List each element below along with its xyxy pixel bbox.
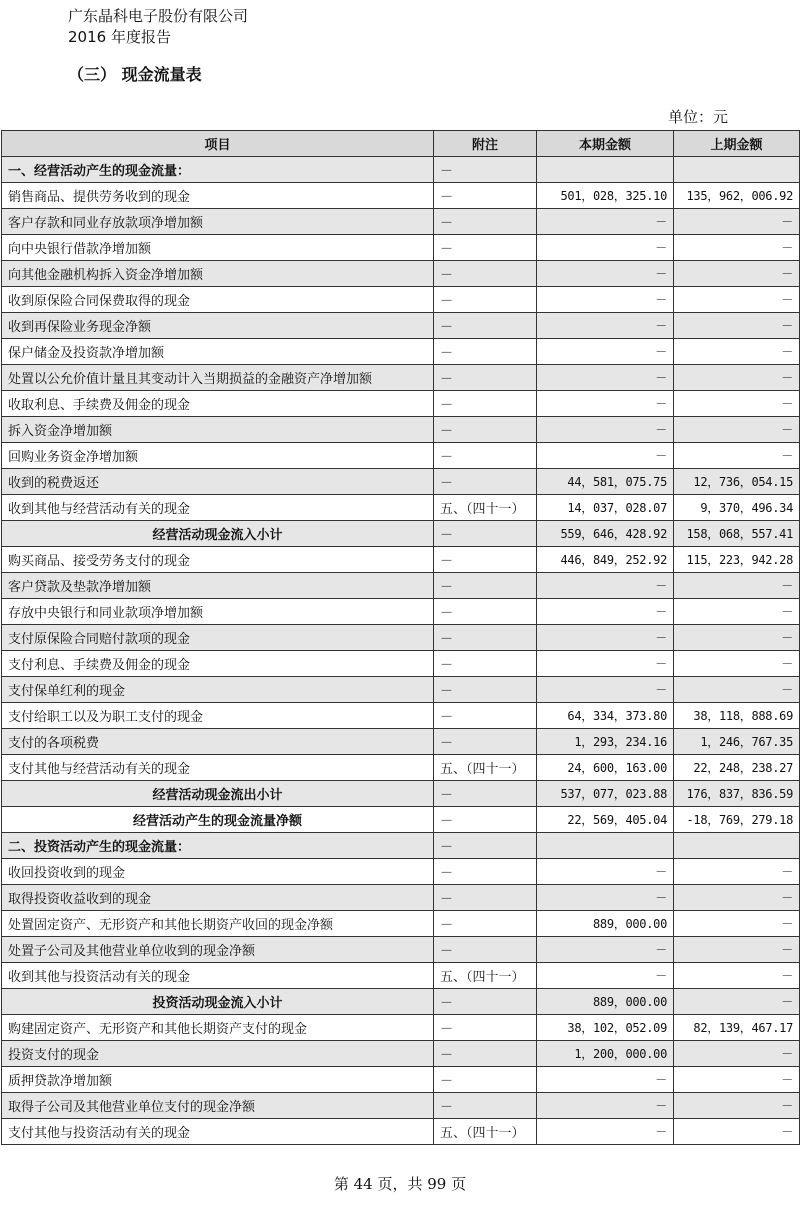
- row-current-amount: 1，293，234.16: [537, 729, 674, 755]
- row-current-amount: 44，581，075.75: [537, 469, 674, 495]
- column-header-current: 本期金额: [537, 131, 674, 157]
- row-item-label: 收到的税费返还: [2, 469, 434, 495]
- row-previous-amount: －: [674, 989, 800, 1015]
- row-note: －: [434, 1041, 537, 1067]
- row-current-amount: －: [537, 1119, 674, 1145]
- section-header-row: [2, 833, 800, 859]
- table-row: [2, 677, 800, 703]
- table-row: [2, 963, 800, 989]
- row-current-amount: －: [537, 313, 674, 339]
- subtotal-row: [2, 989, 800, 1015]
- row-current-amount: 1，200，000.00: [537, 1041, 674, 1067]
- table-row: [2, 625, 800, 651]
- table-row: [2, 365, 800, 391]
- row-previous-amount: －: [674, 1041, 800, 1067]
- row-current-amount: －: [537, 417, 674, 443]
- row-previous-amount: －: [674, 365, 800, 391]
- table-row: [2, 391, 800, 417]
- row-note: －: [434, 287, 537, 313]
- table-row: [2, 755, 800, 781]
- row-note: －: [434, 937, 537, 963]
- row-current-amount: －: [537, 339, 674, 365]
- row-previous-amount: －: [674, 885, 800, 911]
- column-header-previous: 上期金额: [674, 131, 800, 157]
- row-item-label: 经营活动现金流出小计: [2, 781, 434, 807]
- row-previous-amount: 1，246，767.35: [674, 729, 800, 755]
- row-item-label: 收回投资收到的现金: [2, 859, 434, 885]
- row-previous-amount: 158，068，557.41: [674, 521, 800, 547]
- row-current-amount: －: [537, 209, 674, 235]
- table-row: [2, 937, 800, 963]
- row-item-label: 经营活动现金流入小计: [2, 521, 434, 547]
- table-row: [2, 911, 800, 937]
- section-title: （三） 现金流量表: [68, 65, 202, 84]
- row-note: 五、（四十一）: [434, 495, 537, 521]
- row-current-amount: －: [537, 1067, 674, 1093]
- row-current-amount: 537，077，023.88: [537, 781, 674, 807]
- table-row: [2, 339, 800, 365]
- row-current-amount: －: [537, 677, 674, 703]
- table-row: [2, 417, 800, 443]
- row-current-amount: －: [537, 937, 674, 963]
- row-current-amount: －: [537, 261, 674, 287]
- row-item-label: 保户储金及投资款净增加额: [2, 339, 434, 365]
- row-previous-amount: 12，736，054.15: [674, 469, 800, 495]
- row-previous-amount: 115，223，942.28: [674, 547, 800, 573]
- row-current-amount: －: [537, 573, 674, 599]
- row-current-amount: 501，028，325.10: [537, 183, 674, 209]
- row-item-label: 处置子公司及其他营业单位收到的现金净额: [2, 937, 434, 963]
- row-note: －: [434, 443, 537, 469]
- row-current-amount: －: [537, 235, 674, 261]
- row-previous-amount: －: [674, 573, 800, 599]
- table-row: [2, 1041, 800, 1067]
- row-item-label: 经营活动产生的现金流量净额: [2, 807, 434, 833]
- table-row: [2, 573, 800, 599]
- row-previous-amount: －: [674, 287, 800, 313]
- row-note: －: [434, 625, 537, 651]
- row-previous-amount: －: [674, 651, 800, 677]
- cash-flow-table: [1, 130, 800, 1145]
- row-previous-amount: －: [674, 417, 800, 443]
- row-item-label: 取得投资收益收到的现金: [2, 885, 434, 911]
- section-header-row: [2, 157, 800, 183]
- subtotal-row: [2, 521, 800, 547]
- table-row: [2, 495, 800, 521]
- row-note: －: [434, 703, 537, 729]
- row-previous-amount: 9，370，496.34: [674, 495, 800, 521]
- row-current-amount: －: [537, 651, 674, 677]
- row-previous-amount: －: [674, 261, 800, 287]
- row-item-label: 二、投资活动产生的现金流量：: [2, 833, 434, 859]
- row-item-label: 取得子公司及其他营业单位支付的现金净额: [2, 1093, 434, 1119]
- row-item-label: 向其他金融机构拆入资金净增加额: [2, 261, 434, 287]
- row-current-amount: －: [537, 625, 674, 651]
- table-row: [2, 547, 800, 573]
- subtotal-row: [2, 781, 800, 807]
- row-item-label: 收取利息、手续费及佣金的现金: [2, 391, 434, 417]
- row-note: －: [434, 1067, 537, 1093]
- row-item-label: 处置以公允价值计量且其变动计入当期损益的金融资产净增加额: [2, 365, 434, 391]
- row-note: －: [434, 599, 537, 625]
- row-current-amount: －: [537, 599, 674, 625]
- table-row: [2, 1015, 800, 1041]
- row-item-label: 支付利息、手续费及佣金的现金: [2, 651, 434, 677]
- row-item-label: 存放中央银行和同业款项净增加额: [2, 599, 434, 625]
- row-item-label: 客户存款和同业存放款项净增加额: [2, 209, 434, 235]
- row-previous-amount: 22，248，238.27: [674, 755, 800, 781]
- company-name: 广东晶科电子股份有限公司: [68, 7, 249, 25]
- row-note: －: [434, 807, 537, 833]
- row-current-amount: [537, 833, 674, 859]
- row-previous-amount: [674, 157, 800, 183]
- row-current-amount: －: [537, 885, 674, 911]
- table-row: [2, 651, 800, 677]
- row-item-label: 投资支付的现金: [2, 1041, 434, 1067]
- row-current-amount: 559，646，428.92: [537, 521, 674, 547]
- table-header-row: [2, 131, 800, 157]
- table-row: [2, 261, 800, 287]
- row-previous-amount: －: [674, 963, 800, 989]
- row-item-label: 向中央银行借款净增加额: [2, 235, 434, 261]
- row-current-amount: 24，600，163.00: [537, 755, 674, 781]
- column-header-note: 附注: [434, 131, 537, 157]
- row-previous-amount: -18，769，279.18: [674, 807, 800, 833]
- row-item-label: 投资活动现金流入小计: [2, 989, 434, 1015]
- row-current-amount: －: [537, 859, 674, 885]
- row-current-amount: －: [537, 1093, 674, 1119]
- row-previous-amount: －: [674, 599, 800, 625]
- row-note: －: [434, 573, 537, 599]
- table-row: [2, 209, 800, 235]
- row-note: 五、（四十一）: [434, 963, 537, 989]
- row-current-amount: 889，000.00: [537, 989, 674, 1015]
- row-item-label: 客户贷款及垫款净增加额: [2, 573, 434, 599]
- table-row: [2, 599, 800, 625]
- page-number: 第 44 页，共 99 页: [333, 1175, 467, 1193]
- row-previous-amount: －: [674, 937, 800, 963]
- row-note: －: [434, 1093, 537, 1119]
- table-body: [2, 157, 800, 1145]
- row-previous-amount: －: [674, 443, 800, 469]
- row-note: 五、（四十一）: [434, 755, 537, 781]
- row-previous-amount: －: [674, 1093, 800, 1119]
- row-item-label: 购买商品、接受劳务支付的现金: [2, 547, 434, 573]
- row-current-amount: 64，334，373.80: [537, 703, 674, 729]
- report-year: 2016 年度报告: [68, 28, 171, 46]
- row-current-amount: 22，569，405.04: [537, 807, 674, 833]
- row-previous-amount: －: [674, 1067, 800, 1093]
- table-row: [2, 469, 800, 495]
- row-previous-amount: －: [674, 677, 800, 703]
- subtotal-row: [2, 807, 800, 833]
- row-note: 五、（四十一）: [434, 1119, 537, 1145]
- table-row: [2, 183, 800, 209]
- row-previous-amount: －: [674, 391, 800, 417]
- row-note: －: [434, 183, 537, 209]
- row-note: －: [434, 209, 537, 235]
- row-note: －: [434, 521, 537, 547]
- table-row: [2, 859, 800, 885]
- row-note: －: [434, 729, 537, 755]
- row-item-label: 收到原保险合同保费取得的现金: [2, 287, 434, 313]
- row-previous-amount: －: [674, 235, 800, 261]
- row-item-label: 支付的各项税费: [2, 729, 434, 755]
- row-note: －: [434, 469, 537, 495]
- table-row: [2, 703, 800, 729]
- row-note: －: [434, 677, 537, 703]
- unit-label: 单位：元: [668, 108, 729, 126]
- row-note: －: [434, 313, 537, 339]
- row-item-label: 处置固定资产、无形资产和其他长期资产收回的现金净额: [2, 911, 434, 937]
- row-note: －: [434, 235, 537, 261]
- table-row: [2, 1093, 800, 1119]
- row-current-amount: [537, 157, 674, 183]
- row-item-label: 支付其他与投资活动有关的现金: [2, 1119, 434, 1145]
- row-item-label: 收到再保险业务现金净额: [2, 313, 434, 339]
- row-note: －: [434, 339, 537, 365]
- row-previous-amount: [674, 833, 800, 859]
- row-current-amount: 446，849，252.92: [537, 547, 674, 573]
- row-previous-amount: 38，118，888.69: [674, 703, 800, 729]
- table-row: [2, 885, 800, 911]
- row-current-amount: 14，037，028.07: [537, 495, 674, 521]
- row-previous-amount: －: [674, 1119, 800, 1145]
- table-row: [2, 313, 800, 339]
- table-row: [2, 729, 800, 755]
- row-item-label: 质押贷款净增加额: [2, 1067, 434, 1093]
- row-note: －: [434, 833, 537, 859]
- table-row: [2, 235, 800, 261]
- row-previous-amount: －: [674, 313, 800, 339]
- row-current-amount: －: [537, 365, 674, 391]
- row-note: －: [434, 911, 537, 937]
- row-note: －: [434, 885, 537, 911]
- row-note: －: [434, 989, 537, 1015]
- row-previous-amount: －: [674, 339, 800, 365]
- row-previous-amount: 176，837，836.59: [674, 781, 800, 807]
- table-row: [2, 1119, 800, 1145]
- row-note: －: [434, 781, 537, 807]
- row-previous-amount: －: [674, 209, 800, 235]
- row-previous-amount: －: [674, 625, 800, 651]
- row-item-label: 收到其他与经营活动有关的现金: [2, 495, 434, 521]
- row-current-amount: －: [537, 287, 674, 313]
- row-note: －: [434, 391, 537, 417]
- row-item-label: 支付原保险合同赔付款项的现金: [2, 625, 434, 651]
- row-item-label: 销售商品、提供劳务收到的现金: [2, 183, 434, 209]
- table-row: [2, 443, 800, 469]
- row-note: －: [434, 547, 537, 573]
- row-previous-amount: －: [674, 911, 800, 937]
- row-current-amount: －: [537, 443, 674, 469]
- table-row: [2, 287, 800, 313]
- column-header-item: 项目: [2, 131, 434, 157]
- row-note: －: [434, 157, 537, 183]
- row-current-amount: －: [537, 391, 674, 417]
- row-item-label: 收到其他与投资活动有关的现金: [2, 963, 434, 989]
- row-item-label: 支付给职工以及为职工支付的现金: [2, 703, 434, 729]
- row-note: －: [434, 417, 537, 443]
- row-item-label: 支付保单红利的现金: [2, 677, 434, 703]
- row-current-amount: 38，102，052.09: [537, 1015, 674, 1041]
- row-item-label: 回购业务资金净增加额: [2, 443, 434, 469]
- row-item-label: 一、经营活动产生的现金流量：: [2, 157, 434, 183]
- row-current-amount: 889，000.00: [537, 911, 674, 937]
- row-note: －: [434, 859, 537, 885]
- row-previous-amount: 135，962，006.92: [674, 183, 800, 209]
- row-note: －: [434, 1015, 537, 1041]
- row-item-label: 支付其他与经营活动有关的现金: [2, 755, 434, 781]
- row-note: －: [434, 651, 537, 677]
- row-note: －: [434, 261, 537, 287]
- row-item-label: 购建固定资产、无形资产和其他长期资产支付的现金: [2, 1015, 434, 1041]
- row-current-amount: －: [537, 963, 674, 989]
- row-previous-amount: 82，139，467.17: [674, 1015, 800, 1041]
- row-note: －: [434, 365, 537, 391]
- table-row: [2, 1067, 800, 1093]
- row-previous-amount: －: [674, 859, 800, 885]
- row-item-label: 拆入资金净增加额: [2, 417, 434, 443]
